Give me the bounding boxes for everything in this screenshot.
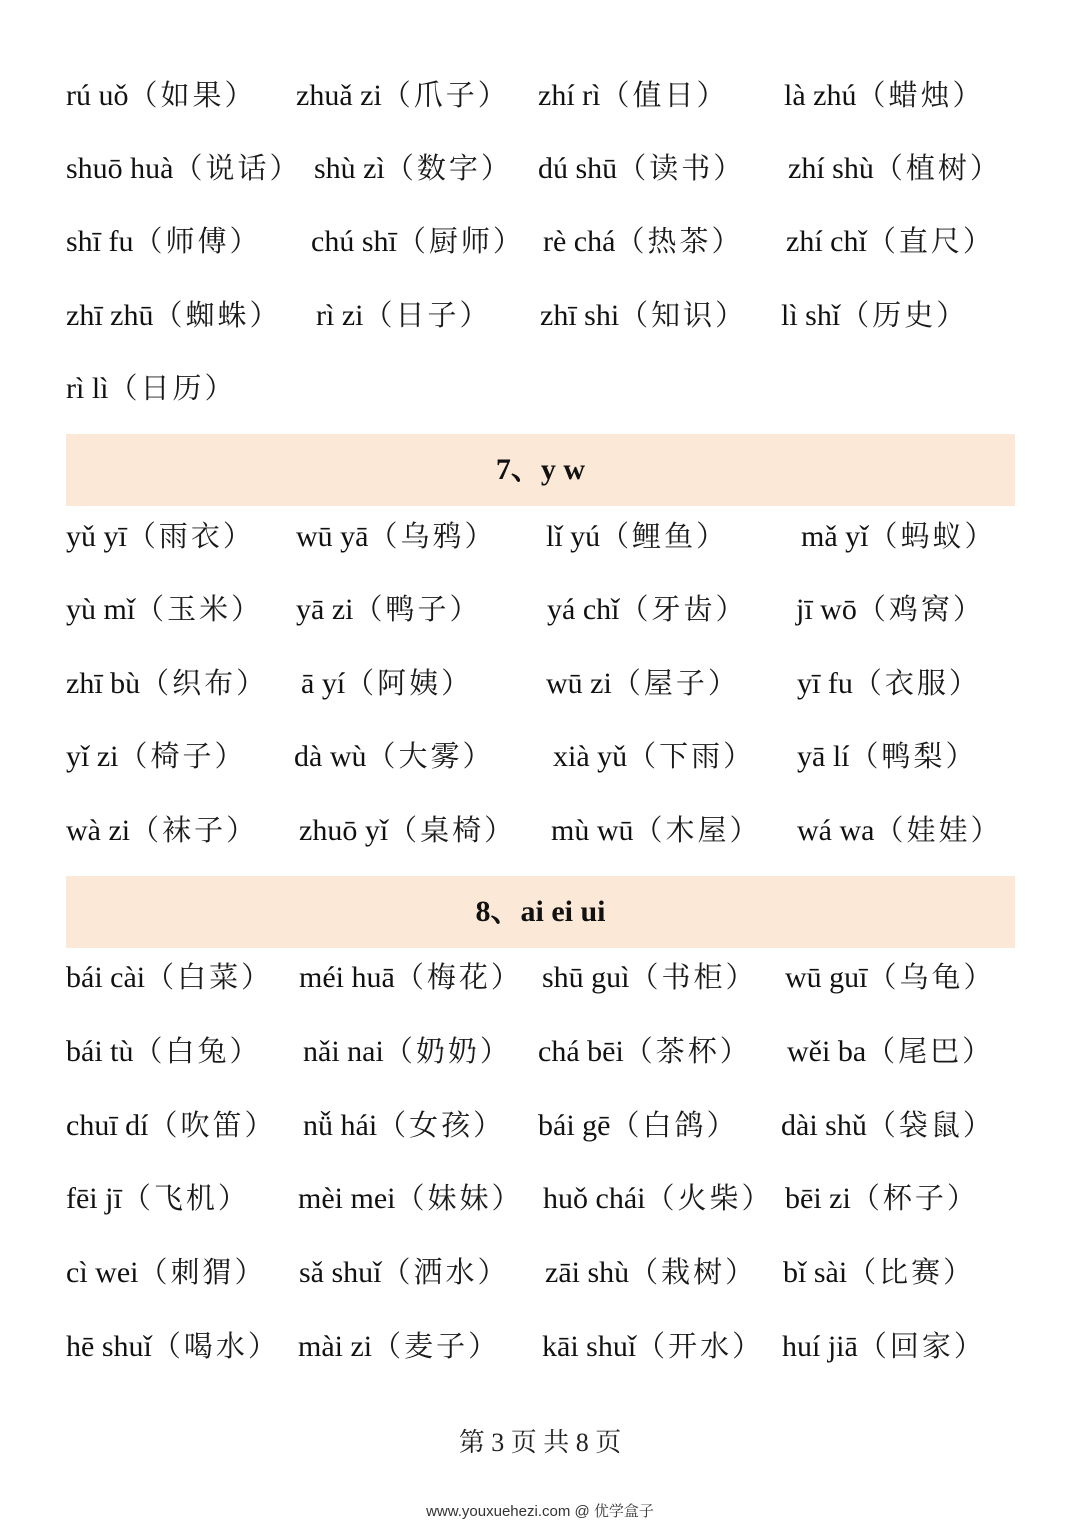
pinyin: dà wù [294, 740, 367, 773]
hanzi: （牙齿） [619, 592, 748, 626]
word-row [0, 358, 1080, 418]
hanzi: （鸭子） [353, 592, 482, 626]
pinyin: wū guī [785, 961, 868, 994]
word-entry [540, 285, 747, 345]
word-entry [66, 1095, 277, 1155]
pinyin: jī wō [796, 593, 857, 626]
word-entry [296, 65, 510, 125]
pinyin: wà zi [66, 814, 131, 847]
hanzi: （如果） [128, 78, 257, 112]
hanzi: （值日） [600, 78, 729, 112]
word-entry [66, 358, 237, 418]
word-entry [785, 1168, 979, 1228]
hanzi: （说话） [173, 151, 302, 185]
word-entry [543, 211, 743, 271]
hanzi: （白菜） [145, 960, 274, 994]
site-watermark: www.youxuehezi.com @ 优学盒子 [426, 1503, 654, 1520]
word-entry [784, 65, 984, 125]
hanzi: （袋鼠） [866, 1108, 995, 1142]
pinyin: huí jiā [782, 1330, 858, 1363]
word-entry [542, 1316, 764, 1376]
pinyin: shù zì [314, 152, 385, 185]
pinyin: mài zi [298, 1330, 373, 1363]
pinyin: zhí chǐ [786, 225, 867, 258]
pinyin: zāi shù [545, 1256, 630, 1289]
pinyin: méi huā [299, 961, 395, 994]
pinyin: bái tù [66, 1035, 134, 1068]
hanzi: （直尺） [866, 224, 995, 258]
pinyin: bái gē [538, 1109, 611, 1142]
word-entry [787, 1021, 994, 1081]
word-entry [783, 1242, 975, 1302]
pinyin: mèi mei [298, 1182, 396, 1215]
hanzi: （乌鸦） [368, 519, 497, 553]
hanzi: （袜子） [130, 813, 259, 847]
pinyin: cì wei [66, 1256, 139, 1289]
word-entry [298, 1168, 524, 1228]
word-entry [299, 947, 523, 1007]
pinyin: rì lì [66, 372, 109, 405]
word-entry [66, 1021, 262, 1081]
word-row [0, 800, 1080, 860]
pinyin: yǐ zi [66, 740, 119, 773]
word-entry [546, 506, 728, 566]
word-entry [538, 1021, 752, 1081]
hanzi: （飞机） [121, 1181, 250, 1215]
pinyin: yā zi [296, 593, 354, 626]
hanzi: （蚂蚁） [868, 519, 997, 553]
word-entry [538, 65, 729, 125]
hanzi: （爪子） [381, 78, 510, 112]
hanzi: （日子） [363, 298, 492, 332]
hanzi: （茶杯） [623, 1034, 752, 1068]
pinyin: mǎ yǐ [801, 520, 869, 553]
word-entry [66, 65, 257, 125]
word-row [0, 1316, 1080, 1376]
hanzi: （木屋） [633, 813, 762, 847]
hanzi: （娃娃） [874, 813, 1003, 847]
word-entry [314, 138, 513, 198]
hanzi: （椅子） [118, 739, 247, 773]
word-entry [797, 726, 978, 786]
pinyin: zhuǎ zi [296, 79, 382, 112]
hanzi: （栽树） [629, 1255, 758, 1289]
pinyin: yá chǐ [547, 593, 620, 626]
word-row [0, 1095, 1080, 1155]
pinyin: wěi ba [787, 1035, 867, 1068]
word-entry [543, 1168, 773, 1228]
hanzi: （蜡烛） [856, 78, 985, 112]
hanzi: （植树） [873, 151, 1002, 185]
hanzi: （蜘蛛） [153, 298, 282, 332]
word-entry [299, 1242, 510, 1302]
word-row [0, 285, 1080, 345]
hanzi: （日历） [108, 371, 237, 405]
word-entry [301, 653, 473, 713]
pinyin: lǐ yú [546, 520, 601, 553]
hanzi: （麦子） [372, 1329, 501, 1363]
word-entry [66, 726, 247, 786]
word-entry [797, 800, 1002, 860]
word-entry [553, 726, 755, 786]
hanzi: （杯子） [850, 1181, 979, 1215]
pinyin: rì zi [316, 299, 364, 332]
hanzi: （玉米） [135, 592, 264, 626]
hanzi: （鲤鱼） [600, 519, 729, 553]
pinyin: wū yā [296, 520, 369, 553]
pinyin: rú uǒ [66, 79, 129, 112]
pinyin: xià yǔ [553, 740, 628, 773]
word-entry [782, 1316, 986, 1376]
word-row [0, 1021, 1080, 1081]
pinyin: sǎ shuǐ [299, 1256, 382, 1289]
pinyin: dú shū [538, 152, 618, 185]
word-entry [781, 1095, 995, 1155]
pinyin: wá wa [797, 814, 875, 847]
word-row [0, 947, 1080, 1007]
word-entry [303, 1095, 505, 1155]
hanzi: （白鸽） [610, 1108, 739, 1142]
hanzi: （历史） [840, 298, 969, 332]
word-entry [66, 653, 268, 713]
word-entry [66, 285, 281, 345]
word-entry [66, 506, 255, 566]
pinyin: ā yí [301, 667, 346, 700]
word-row [0, 1242, 1080, 1302]
word-row [0, 653, 1080, 713]
hanzi: （师傅） [133, 224, 262, 258]
pinyin: yā lí [797, 740, 850, 773]
word-entry [551, 800, 762, 860]
hanzi: （阿姨） [345, 666, 474, 700]
pinyin: bái cài [66, 961, 146, 994]
hanzi: （女孩） [377, 1108, 506, 1142]
word-entry [801, 506, 997, 566]
pinyin: yǔ yī [66, 520, 127, 553]
word-entry [298, 1316, 500, 1376]
hanzi: （梅花） [394, 960, 523, 994]
word-entry [538, 138, 745, 198]
pinyin: nǎi nai [303, 1035, 384, 1068]
pinyin: zhuō yǐ [299, 814, 389, 847]
hanzi: （大雾） [366, 739, 495, 773]
pinyin: yù mǐ [66, 593, 136, 626]
word-entry [546, 653, 740, 713]
hanzi: （白兔） [133, 1034, 262, 1068]
pinyin: chuī dí [66, 1109, 149, 1142]
pinyin: zhī bù [66, 667, 141, 700]
hanzi: （鸭梨） [849, 739, 978, 773]
word-entry [785, 947, 996, 1007]
hanzi: （奶奶） [383, 1034, 512, 1068]
pinyin: zhī zhū [66, 299, 154, 332]
word-entry [66, 1316, 280, 1376]
hanzi: （下雨） [627, 739, 756, 773]
pinyin: wū zi [546, 667, 612, 700]
pinyin: zhí rì [538, 79, 601, 112]
word-row [0, 138, 1080, 198]
hanzi: （乌龟） [867, 960, 996, 994]
hanzi: （厨师） [396, 224, 525, 258]
hanzi: （刺猬） [138, 1255, 267, 1289]
word-row [0, 65, 1080, 125]
hanzi: （数字） [384, 151, 513, 185]
pinyin: hē shuǐ [66, 1330, 152, 1363]
word-entry [66, 579, 263, 639]
word-entry [316, 285, 492, 345]
pinyin: bǐ sài [783, 1256, 848, 1289]
hanzi: （雨衣） [126, 519, 255, 553]
hanzi: （吹笛） [148, 1108, 277, 1142]
pinyin: chú shī [311, 225, 397, 258]
word-entry [66, 947, 273, 1007]
section-heading: 7、y w [66, 434, 1015, 506]
hanzi: （读书） [617, 151, 746, 185]
word-entry [796, 579, 985, 639]
word-entry [303, 1021, 512, 1081]
hanzi: （尾巴） [866, 1034, 995, 1068]
hanzi: （回家） [857, 1329, 986, 1363]
pinyin: bēi zi [785, 1182, 851, 1215]
pinyin: lì shǐ [781, 299, 841, 332]
word-entry [311, 211, 525, 271]
pinyin: kāi shuǐ [542, 1330, 637, 1363]
word-entry [66, 1242, 266, 1302]
word-entry [786, 211, 995, 271]
pinyin: shuō huà [66, 152, 174, 185]
word-row [0, 506, 1080, 566]
hanzi: （热茶） [615, 224, 744, 258]
hanzi: （织布） [140, 666, 269, 700]
word-entry [299, 800, 516, 860]
word-entry [547, 579, 747, 639]
hanzi: （衣服） [852, 666, 981, 700]
pinyin: chá bēi [538, 1035, 624, 1068]
page-number: 第 3 页 共 8 页 [458, 1428, 622, 1457]
hanzi: （比赛） [847, 1255, 976, 1289]
section-heading: 8、ai ei ui [66, 876, 1015, 948]
pinyin: dài shǔ [781, 1109, 867, 1142]
word-row [0, 211, 1080, 271]
pinyin: rè chá [543, 225, 616, 258]
pinyin: yī fu [797, 667, 853, 700]
word-entry [66, 800, 258, 860]
pinyin: zhí shù [788, 152, 874, 185]
hanzi: （火柴） [645, 1181, 774, 1215]
hanzi: （洒水） [381, 1255, 510, 1289]
hanzi: （开水） [636, 1329, 765, 1363]
pinyin: mù wū [551, 814, 634, 847]
word-entry [542, 947, 758, 1007]
word-entry [294, 726, 495, 786]
word-entry [538, 1095, 738, 1155]
word-entry [66, 211, 262, 271]
pinyin: shū guì [542, 961, 630, 994]
pinyin: là zhú [784, 79, 857, 112]
hanzi: （书柜） [629, 960, 758, 994]
word-entry [797, 653, 981, 713]
pinyin: zhī shi [540, 299, 620, 332]
word-row [0, 1168, 1080, 1228]
word-entry [66, 138, 302, 198]
pinyin: shī fu [66, 225, 134, 258]
hanzi: （知识） [619, 298, 748, 332]
word-entry [296, 579, 481, 639]
word-entry [781, 285, 968, 345]
pinyin: fēi jī [66, 1182, 122, 1215]
word-row [0, 579, 1080, 639]
word-row [0, 726, 1080, 786]
hanzi: （妹妹） [395, 1181, 524, 1215]
pinyin: nǚ hái [303, 1109, 378, 1142]
word-entry [296, 506, 497, 566]
word-entry [66, 1168, 250, 1228]
hanzi: （喝水） [151, 1329, 280, 1363]
hanzi: （屋子） [611, 666, 740, 700]
pinyin: huǒ chái [543, 1182, 646, 1215]
word-entry [545, 1242, 757, 1302]
word-entry [788, 138, 1002, 198]
hanzi: （桌椅） [388, 813, 517, 847]
hanzi: （鸡窝） [856, 592, 985, 626]
